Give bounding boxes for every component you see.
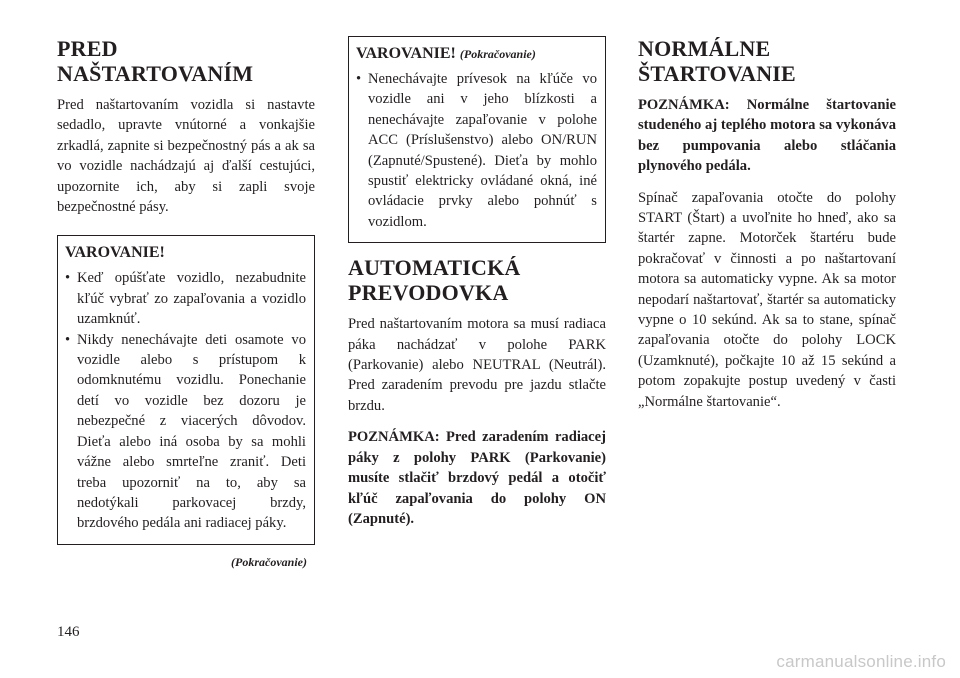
warning-list	[65, 268, 306, 533]
column-middle	[348, 36, 606, 529]
warning-list	[356, 69, 597, 232]
continued-note: (Pokračovanie)	[231, 554, 307, 569]
note-paragraph: POZNÁMKA: Normálne štartovanie studeného aj teplého motora sa vykonáva bez pumpovania alebo stláčania plynového pedála.	[638, 97, 896, 175]
heading-line-2: NAŠTARTOVANÍM	[57, 61, 254, 86]
warning-box-continued	[348, 36, 606, 243]
warning-item: • Nikdy nenechávajte deti osamote vo vozidle alebo s prístupom k odomknutému vozidlu. Ponechanie detí vo vozidle bez dozoru je nebezpečné z viacerých dôvodov. Dieťa alebo iná osoba by sa mohli vážne alebo smrteľne zraniť. Deti treba upozorniť na to, aby sa nedotýkali parkovacej brzdy, brzdového pedála ani radiacej páky.	[65, 330, 306, 534]
watermark: carmanualsonline.info	[776, 652, 946, 671]
heading-normalne-startovanie	[638, 36, 896, 86]
warning-item: • Nenechávajte prívesok na kľúče vo vozidle ani v jeho blízkosti a nenechávajte zapaľovanie v polohe ACC (Príslušenstvo) alebo ON/RUN (Zapnuté/Spustené). Dieťa by mohlo spustiť elektricky ovládané okná, iné ovládacie prvky alebo pohnúť s vozidlom.	[356, 69, 597, 232]
warning-title: VAROVANIE!	[65, 244, 165, 262]
intro-paragraph: Pred naštartovaním vozidla si nastavte sedadlo, upravte vnútorné a vonkajšie zrkadlá, zapnite si bezpečnostný pás a ak sa vo vozidle nachádzajú aj ďalší cestujúci, upozornite ich, aby si zapli svoje bezpečnostné pásy.	[57, 97, 315, 216]
heading-line-2: PREVODOVKA	[348, 280, 509, 306]
page-number: 146	[57, 624, 80, 640]
body-paragraph: Pred naštartovaním motora sa musí radiaca páka nachádzať v polohe PARK (Parkovanie) alebo NEUTRAL (Neutrál). Pred zaradením prevodu pre jazdu stlačte brzdu.	[348, 316, 606, 414]
warning-title	[356, 43, 597, 65]
heading-line-1: PRED	[57, 36, 118, 61]
note-paragraph: POZNÁMKA: Pred zaradením radiacej páky z polohy PARK (Parkovanie) musíte stlačiť brzdový pedál a otočiť kľúč zapaľovania do polohy ON (Zapnuté).	[348, 429, 606, 527]
body-paragraph: Spínač zapaľovania otočte do polohy START (Štart) a uvoľnite ho hneď, ako sa štartér zapne. Motorček štartéru bude pokračovať v činnosti a po naštartovaní motora sa automaticky vypne. Ak sa motor nepodarí naštartovať, štartér sa automaticky vypne o 10 sekúnd. Ak sa to stane, spínač zapaľovania otočte do polohy LOCK (Uzamknuté), počkajte 10 až 15 sekúnd a potom zopakujte postup uvedený v časti „Normálne štartovanie“.	[638, 189, 896, 410]
warning-item: • Keď opúšťate vozidlo, nezabudnite kľúč vybrať zo zapaľovania a vozidlo uzamknúť.	[65, 268, 306, 329]
heading-line-2: ŠTARTOVANIE	[638, 61, 796, 86]
column-left	[57, 36, 315, 570]
warning-title-suffix: (Pokračovanie)	[459, 47, 536, 61]
heading-line-1: AUTOMATICKÁ	[348, 255, 521, 281]
warning-box	[57, 235, 315, 544]
column-right	[638, 36, 896, 412]
heading-automaticka-prevodovka	[348, 255, 606, 305]
heading-line-1: NORMÁLNE	[638, 36, 771, 61]
warning-title-text: VAROVANIE!	[356, 45, 456, 62]
heading-pred-nastartovanim	[57, 36, 315, 86]
